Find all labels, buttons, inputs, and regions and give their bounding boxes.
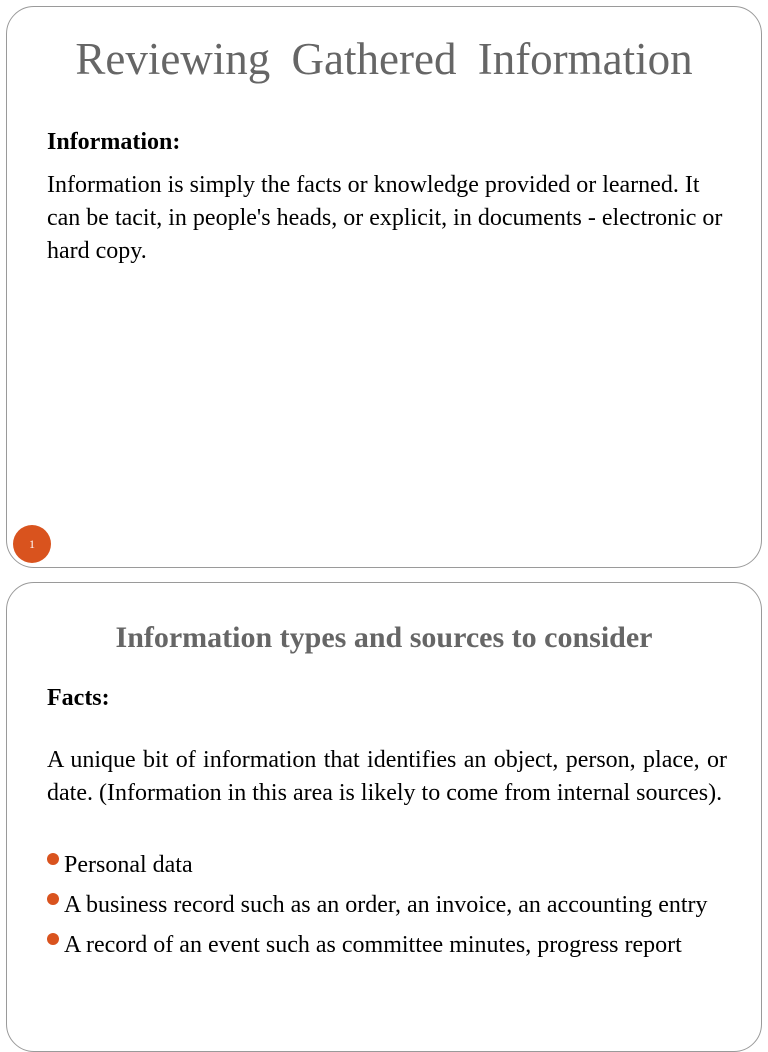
list-item: [47, 929, 727, 962]
slide-1: [6, 6, 762, 568]
bullet-icon: [47, 853, 59, 865]
list-item-text: A record of an event such as committee minutes, progress report: [64, 932, 682, 958]
slide-title: Information types and sources to consider: [115, 621, 653, 654]
bullet-list: [47, 849, 727, 969]
list-item-text: Personal data: [64, 852, 193, 878]
list-item-text: A business record such as an order, an invoice, an accounting entry: [64, 892, 708, 918]
slide-2: [6, 582, 762, 1052]
bullet-icon: [47, 893, 59, 905]
page-number-badge: 1: [13, 525, 51, 563]
body-paragraph: A unique bit of information that identifies an object, person, place, or date. (Information in this area is likely to come from internal sources).: [47, 747, 727, 806]
list-item: [47, 889, 727, 922]
slide-title: Reviewing Gathered Information: [75, 34, 693, 84]
bullet-icon: [47, 933, 59, 945]
section-heading: Information:: [47, 129, 181, 155]
section-heading: Facts:: [47, 685, 110, 711]
body-paragraph: Information is simply the facts or knowledge provided or learned. It can be tacit, in people's heads, or explicit, in documents - electronic or hard copy.: [47, 172, 723, 264]
list-item: [47, 849, 727, 882]
